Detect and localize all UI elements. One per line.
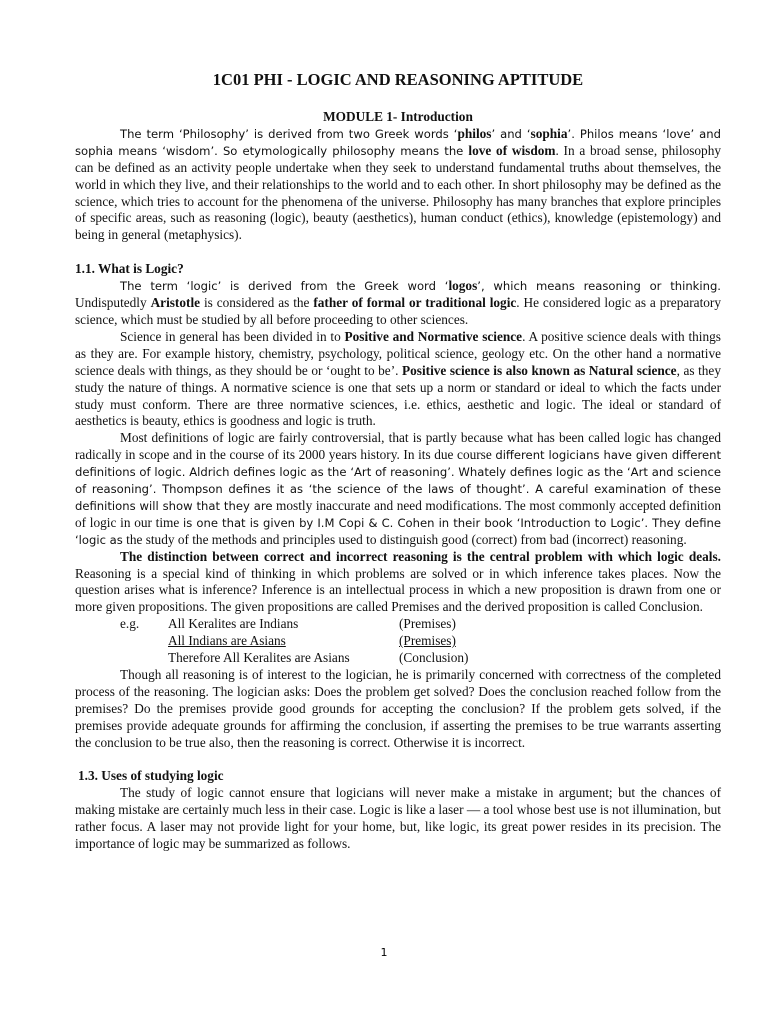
page-number: 1 [380, 946, 388, 959]
example-role: (Conclusion) [399, 650, 469, 666]
example-row-2 [75, 633, 721, 650]
page-title: 1C01 PHI - LOGIC AND REASONING APTITUDE [212, 70, 584, 89]
document-page [75, 66, 721, 853]
science-paragraph: Science in general has been divided in to Positive and Normative science. A positive science deals with things as they are. For example history, chemistry, psychology, political science, geology etc. On the other hand a normative science deals with things, as they should be or ‘ought to be’. Positive science is also known as Natural science, as they study the nature of things. A normative science is one that sets up a norm or standard or ideal to which the facts under study must conform. There are three normative sciences, i.e. ethics, aesthetic and logic. The ideal or standard of aesthetics is beauty, ethics is goodness and logic is truth. [75, 328, 721, 429]
reasoning-paragraph: The distinction between correct and incorrect reasoning is the central problem with which logic deals. Reasoning is a special kind of thinking in which problems are solved or in which inference takes places. Now the question arises what is inference? Inference is an intellectual process in which a new proposition is drawn from one or more given propositions. The given propositions are called Premises and the derived proposition is called Conclusion. [75, 548, 721, 615]
uses-paragraph: The study of logic cannot ensure that logicians will never make a mistake in argument; but the chances of making mistake are certainly much less in their case. Logic is like a laser — a tool whose best use is not illumination, but rather focus. A laser may not provide light for your home, but, like logic, its great power resides in its precision. The importance of logic may be summarized as follows. [75, 785, 721, 852]
example-label: e.g. [120, 616, 140, 632]
module-heading: MODULE 1- Introduction [323, 109, 473, 124]
example-row-3 [75, 650, 721, 667]
logic-definition-paragraph: The term ‘logic’ is derived from the Greek word ‘logos’, which means reasoning or thinking. Undisputedly Aristotle is considered as the father of formal or traditional logic. He considered logic as a preparatory science, which must be studied by all before proceeding to other sciences. [75, 278, 721, 327]
intro-paragraph: The term ‘Philosophy’ is derived from two Greek words ‘philos’ and ‘sophia’. Philos means ‘love’ and sophia means ‘wisdom’. So etymologically philosophy means the love of wisdom. In a broad sense, philosophy can be defined as an activity people undertake when they seek to understand fundamental truths about themselves, the world in which they live, and their relationships to the world and to each other. In short philosophy may be defined as the science, which tries to account for the phenomena of the universe. Philosophy has many branches that explore principles of specific areas, such as reasoning (logic), beauty (aesthetics), human conduct (ethics), knowledge (epistemology) and being in general (metaphysics). [75, 125, 721, 243]
section-heading-what-is-logic: 1.1. What is Logic? [75, 261, 184, 277]
example-statement: Therefore All Keralites are Asians [168, 650, 350, 666]
example-role: (Premises) [399, 616, 456, 632]
correctness-paragraph: Though all reasoning is of interest to the logician, he is primarily concerned with correctness of the completed process of the reasoning. The logician asks: Does the problem get solved? Does the conclusion reached follow from the premises? Do the premises provide good grounds for accepting the conclusion? If the problem gets solved, if the premises provide adequate grounds for affirming the conclusion, if asserting the premises to be true warrants asserting the conclusion to be true also, then the reasoning is correct. Otherwise it is incorrect. [75, 666, 721, 750]
example-role: (Premises) [399, 633, 456, 649]
section-heading-uses-of-logic: 1.3. Uses of studying logic [78, 768, 224, 784]
example-statement: All Keralites are Indians [168, 616, 299, 632]
example-statement: All Indians are Asians [168, 633, 286, 649]
example-row-1 [75, 616, 721, 633]
definitions-paragraph: Most definitions of logic are fairly controversial, that is partly because what has been called logic has changed radically in scope and in the course of its 2000 years history. In its due course different logicians have given different definitions of logic. Aldrich defines logic as the ‘Art of reasoning’. Whately defines logic as the ‘Art and science of reasoning’. Thompson defines it as ‘the science of the laws of thought’. A careful examination of these definitions will show that they are mostly inaccurate and need modifications. The most commonly accepted definition of logic in our time is one that is given by I.M Copi & C. Cohen in their book ‘Introduction to Logic’. They define ‘logic as the study of the methods and principles used to distinguish good (correct) from bad (incorrect) reasoning. [75, 430, 721, 547]
